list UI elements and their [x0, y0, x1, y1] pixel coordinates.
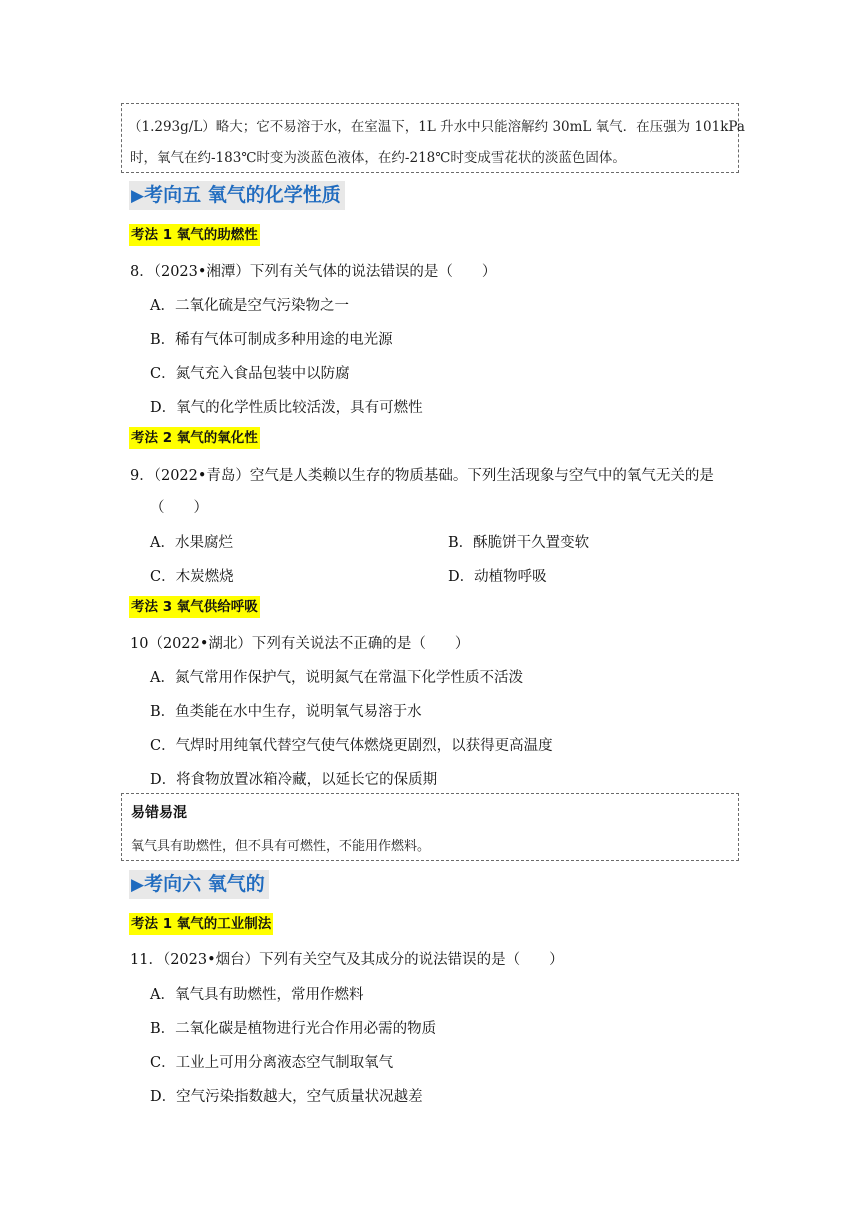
info-box-line-2: 时，氧气在约-183℃时变为淡蓝色液体，在约-218℃时变成雪花状的淡蓝色固体。: [130, 150, 626, 166]
question-9-option-c: C．木炭燃烧: [150, 569, 234, 585]
note-body: 氧气具有助燃性，但不具有可燃性，不能用作燃料。: [131, 839, 431, 854]
section-heading-6: [129, 870, 269, 899]
question-9-option-b: B．酥脆饼干久置变软: [448, 535, 590, 551]
question-10-stem: 10（2022•湖北）下列有关说法不正确的是（ ）: [130, 636, 470, 652]
question-9-option-d: D．动植物呼吸: [448, 569, 547, 585]
method-tag-3: 考法 3 氧气供给呼吸: [129, 596, 260, 618]
section-title: 考向五 氧气的化学性质: [144, 184, 341, 206]
question-8-option-d: D．氧气的化学性质比较活泼，具有可燃性: [150, 400, 423, 416]
note-title: 易错易混: [131, 805, 187, 821]
method-tag-4: 考法 1 氧气的工业制法: [129, 913, 273, 935]
triangle-marker-icon: ▶: [131, 875, 145, 895]
section-title: 考向六 氧气的: [144, 873, 265, 895]
triangle-marker-icon: ▶: [131, 186, 145, 206]
question-10-option-c: C．气焊时用纯氧代替空气使气体燃烧更剧烈，以获得更高温度: [150, 738, 553, 754]
question-10-option-b: B．鱼类能在水中生存，说明氧气易溶于水: [150, 704, 422, 720]
method-tag-1: 考法 1 氧气的助燃性: [129, 224, 260, 246]
info-box-line-1: （1.293g/L）略大；它不易溶于水，在室温下，1L 升水中只能溶解约 30mL 氧气．在压强为 101kPa: [128, 119, 745, 135]
question-11-option-b: B．二氧化碳是植物进行光合作用必需的物质: [150, 1021, 437, 1037]
method-tag-2: 考法 2 氧气的氧化性: [129, 427, 260, 449]
question-11-option-a: A．氧气具有助燃性，常用作燃料: [150, 987, 364, 1003]
question-9-stem: 9．（2022•青岛）空气是人类赖以生存的物质基础。下列生活现象与空气中的氧气无关的是: [130, 468, 714, 484]
question-8-option-b: B．稀有气体可制成多种用途的电光源: [150, 332, 393, 348]
question-9-option-a: A．水果腐烂: [150, 535, 233, 551]
question-8-option-a: A．二氧化硫是空气污染物之一: [150, 298, 349, 314]
question-10-option-a: A．氮气常用作保护气，说明氮气在常温下化学性质不活泼: [150, 670, 523, 686]
question-8-stem: 8．（2023•湘潭）下列有关气体的说法错误的是（ ）: [130, 264, 497, 280]
section-heading-5: [129, 181, 345, 210]
question-11-option-c: C．工业上可用分离液态空气制取氧气: [150, 1055, 394, 1071]
question-11-option-d: D．空气污染指数越大，空气质量状况越差: [150, 1089, 423, 1105]
question-9-answer-blank: （ ）: [150, 500, 208, 516]
question-11-stem: 11．（2023•烟台）下列有关空气及其成分的说法错误的是（ ）: [130, 952, 564, 968]
question-10-option-d: D．将食物放置冰箱冷藏，以延长它的保质期: [150, 772, 438, 788]
question-8-option-c: C．氮气充入食品包装中以防腐: [150, 366, 350, 382]
